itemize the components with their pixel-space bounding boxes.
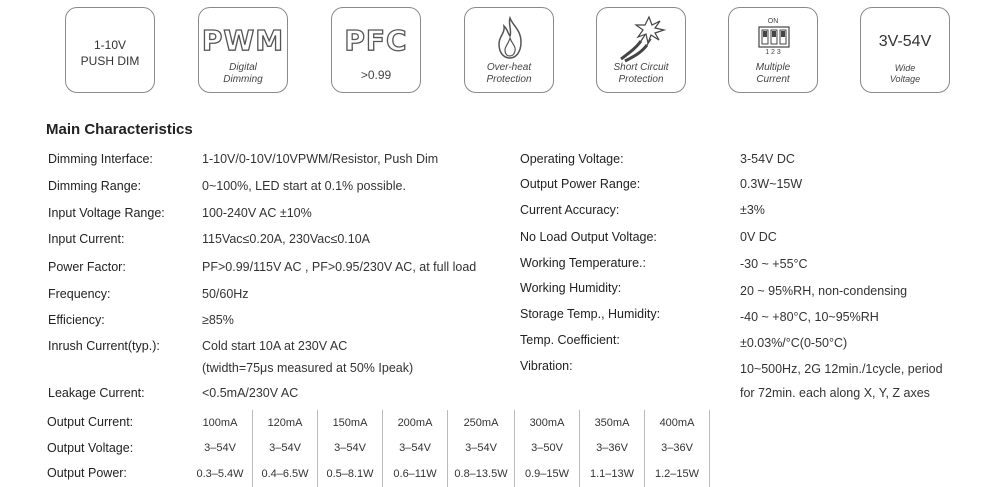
spec-label: Leakage Current: xyxy=(48,386,145,400)
table-cell: 120mA xyxy=(253,410,318,436)
spec-label: Frequency: xyxy=(48,287,111,301)
switch-on-label: ON xyxy=(767,18,779,25)
spec-value: 0V DC xyxy=(740,230,777,244)
spec-label: Efficiency: xyxy=(48,313,105,327)
spec-value: 0~100%, LED start at 0.1% possible. xyxy=(202,179,406,193)
spec-value: -40 ~ +80°C, 10~95%RH xyxy=(740,310,879,324)
table-cell: 1.1–13W xyxy=(580,461,645,487)
spec-label: Input Voltage Range: xyxy=(48,206,165,220)
spec-label: Working Temperature.: xyxy=(520,256,646,270)
section-title: Main Characteristics xyxy=(46,121,193,138)
spec-label: Dimming Interface: xyxy=(48,152,153,166)
spec-value: 20 ~ 95%RH, non-condensing xyxy=(740,284,908,298)
feature-label: Multiple xyxy=(755,62,791,73)
spec-value: ≥85% xyxy=(202,313,234,327)
table-row xyxy=(188,410,710,436)
table-cell: 3–54V xyxy=(318,436,383,462)
feature-label: Short Circuit xyxy=(613,62,669,73)
spec-value: 100-240V AC ±10% xyxy=(202,206,312,220)
spec-value: 1-10V/0-10V/10VPWM/Resistor, Push Dim xyxy=(202,152,439,166)
spec-label: No Load Output Voltage: xyxy=(520,230,657,244)
spec-value: 50/60Hz xyxy=(202,287,249,301)
spec-label: Vibration: xyxy=(520,359,573,373)
spec-label: Current Accuracy: xyxy=(520,203,620,217)
table-cell: 3–54V xyxy=(383,436,448,462)
table-cell: 3–54V xyxy=(448,436,515,462)
spec-label: Inrush Current(typ.): xyxy=(48,339,160,353)
spec-label: Storage Temp., Humidity: xyxy=(520,307,661,321)
feature-label: Protection xyxy=(486,74,532,85)
spec-label: Power Factor: xyxy=(48,260,126,274)
spec-label: Dimming Range: xyxy=(48,179,142,193)
spec-value: ±0.03%/°C(0-50°C) xyxy=(740,336,848,350)
spec-value: PF>0.99/115V AC , PF>0.95/230V AC, at full load xyxy=(202,260,477,274)
spec-label: Input Current: xyxy=(48,232,125,246)
spec-value: for 72min. each along X, Y, Z axes xyxy=(740,386,930,400)
switch-number-labels: 1 2 3 xyxy=(765,49,781,56)
flame-icon xyxy=(495,16,525,60)
pfc-badge: PFC xyxy=(344,24,408,57)
spec-value: -30 ~ +55°C xyxy=(740,257,808,271)
spec-label: Temp. Coefficient: xyxy=(520,333,620,347)
feature-label: Protection xyxy=(618,74,664,85)
feature-subtitle: PUSH DIM xyxy=(80,54,140,68)
spec-label: Operating Voltage: xyxy=(520,152,624,166)
overheat-feature-box xyxy=(464,7,554,93)
spec-value: Cold start 10A at 230V AC xyxy=(202,339,348,353)
spec-value: 10~500Hz, 2G 12min./1cycle, period xyxy=(740,362,943,376)
table-cell: 100mA xyxy=(188,410,253,436)
dimming-feature-box xyxy=(65,7,155,93)
spec-label: Working Humidity: xyxy=(520,281,622,295)
table-cell: 400mA xyxy=(645,410,710,436)
table-cell: 0.8–13.5W xyxy=(448,461,515,487)
multiple-current-feature-box xyxy=(728,7,818,93)
spec-value: 3-54V DC xyxy=(740,152,795,166)
table-cell: 3–36V xyxy=(645,436,710,462)
spec-value: <0.5mA/230V AC xyxy=(202,386,299,400)
feature-label: Over-heat xyxy=(486,62,532,73)
output-table xyxy=(188,410,710,487)
dip-switch-icon xyxy=(758,26,790,48)
table-cell: 200mA xyxy=(383,410,448,436)
pwm-feature-box xyxy=(198,7,288,93)
spec-label: Output Power Range: xyxy=(520,177,641,191)
table-cell: 1.2–15W xyxy=(645,461,710,487)
table-cell: 0.6–11W xyxy=(383,461,448,487)
feature-label: >0.99 xyxy=(360,68,392,82)
spec-value: 115Vac≤0.20A, 230Vac≤0.10A xyxy=(202,232,371,246)
table-cell: 300mA xyxy=(515,410,580,436)
short-circuit-icon xyxy=(615,13,669,63)
table-row xyxy=(188,436,710,462)
table-cell: 3–54V xyxy=(188,436,253,462)
table-cell: 3–36V xyxy=(580,436,645,462)
table-cell: 0.5–8.1W xyxy=(318,461,383,487)
output-voltage-label: Output Voltage: xyxy=(47,441,134,455)
feature-label: Wide xyxy=(894,63,916,73)
table-cell: 3–50V xyxy=(515,436,580,462)
spec-value: (twidth=75μs measured at 50% Ipeak) xyxy=(202,361,414,375)
table-row xyxy=(188,461,710,487)
table-cell: 0.4–6.5W xyxy=(253,461,318,487)
table-cell: 3–54V xyxy=(253,436,318,462)
output-power-label: Output Power: xyxy=(47,466,127,480)
spec-value: 0.3W~15W xyxy=(740,177,803,191)
feature-title: 1-10V xyxy=(93,38,127,52)
short-circuit-feature-box xyxy=(596,7,686,93)
feature-title: 3V-54V xyxy=(878,33,932,50)
feature-label: Digital xyxy=(229,62,257,73)
table-cell: 150mA xyxy=(318,410,383,436)
feature-label: Current xyxy=(756,74,790,85)
pwm-badge: PWM xyxy=(201,24,285,57)
feature-label: Voltage xyxy=(889,74,921,84)
feature-label: Dimming xyxy=(223,74,263,85)
wide-voltage-feature-box xyxy=(860,7,950,93)
output-current-label: Output Current: xyxy=(47,415,134,429)
table-cell: 0.3–5.4W xyxy=(188,461,253,487)
spec-value: ±3% xyxy=(740,203,765,217)
pfc-feature-box xyxy=(331,7,421,93)
table-cell: 250mA xyxy=(448,410,515,436)
table-cell: 0.9–15W xyxy=(515,461,580,487)
table-cell: 350mA xyxy=(580,410,645,436)
